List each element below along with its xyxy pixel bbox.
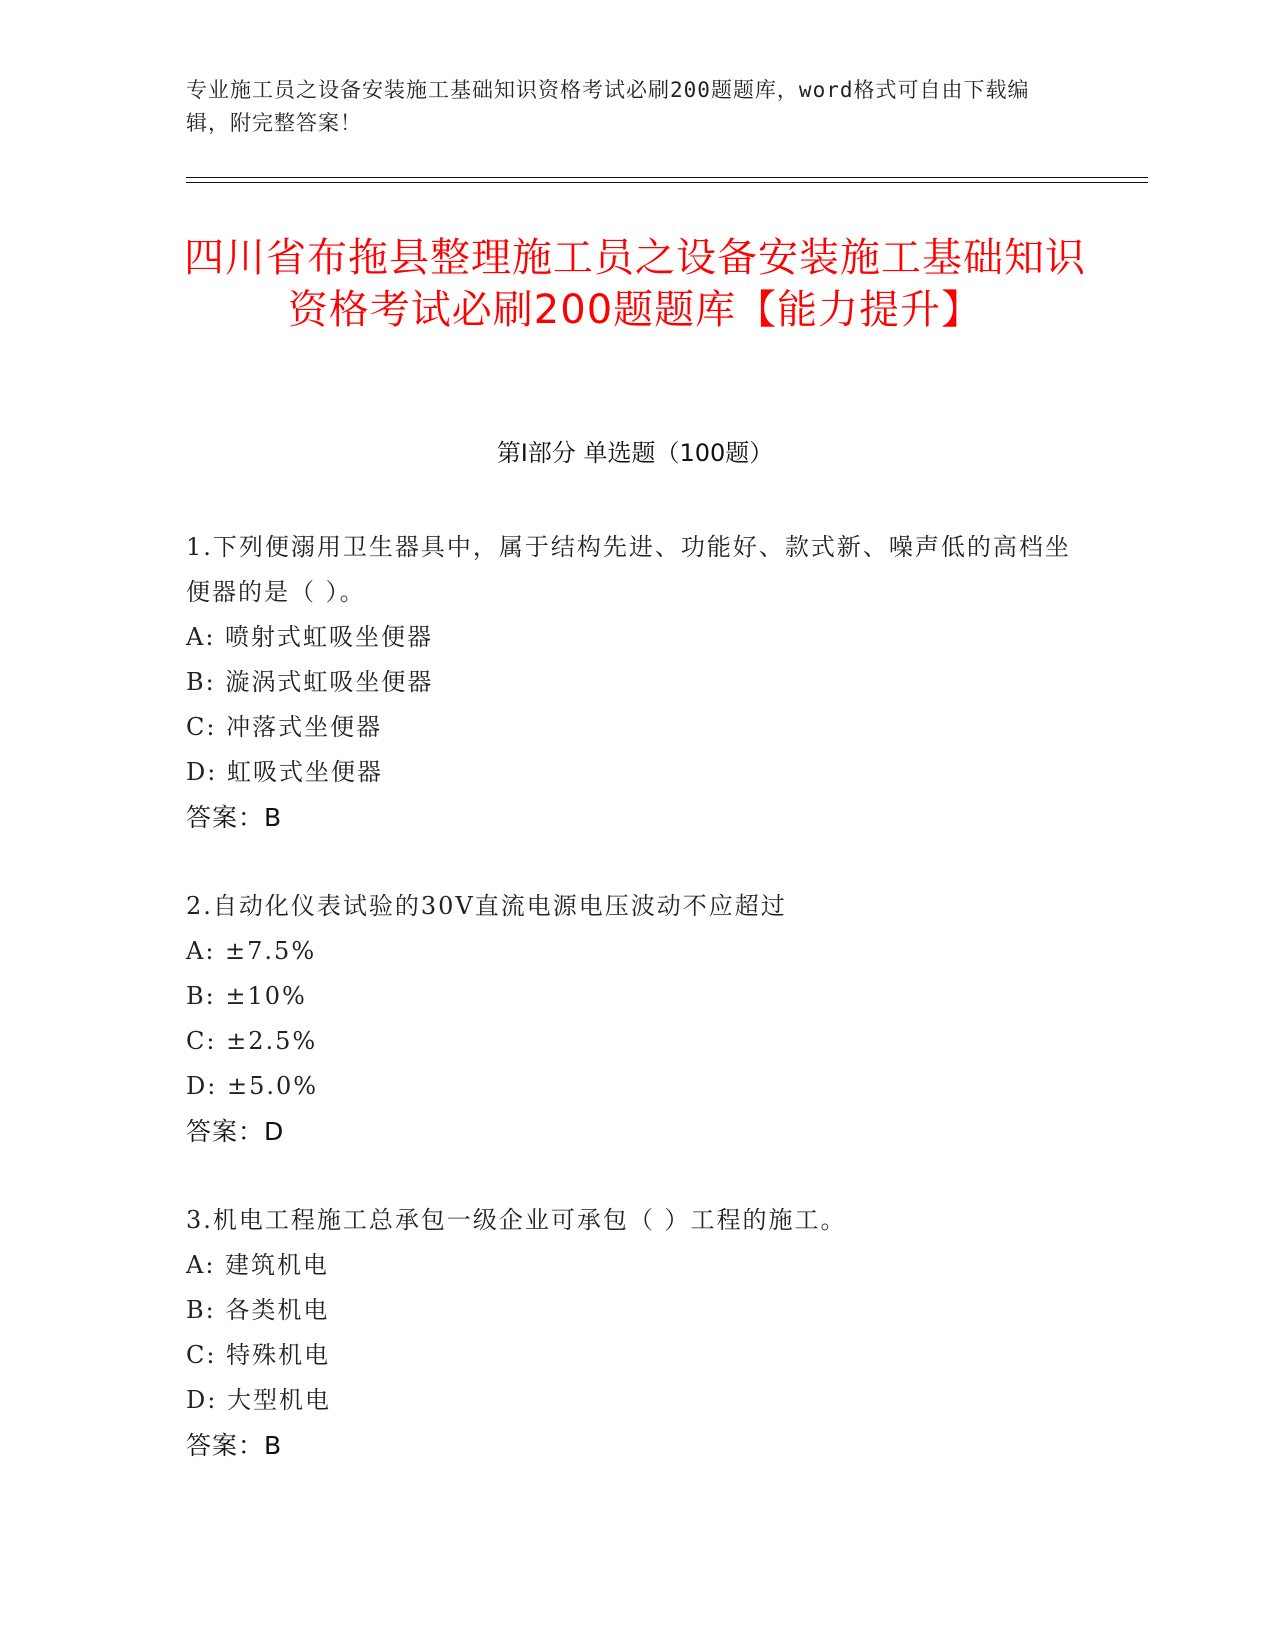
option-a: A: 建筑机电 [186, 1251, 330, 1279]
question-block [186, 525, 1086, 840]
header-divider-bottom [186, 182, 1148, 183]
answer: 答案：B [186, 803, 283, 832]
option-a: A: ±7.5% [186, 937, 317, 965]
option-b: B: ±10% [186, 982, 307, 1010]
option-b: B: 各类机电 [186, 1296, 330, 1324]
option-c: C: 冲落式坐便器 [186, 713, 383, 741]
question-block [186, 1198, 1086, 1468]
question-stem: 1.下列便溺用卫生器具中，属于结构先进、功能好、款式新、噪声低的高档坐便器的是（ ）。 [186, 533, 1071, 606]
option-d: D: 大型机电 [186, 1386, 331, 1414]
question-stem: 3.机电工程施工总承包一级企业可承包（ ）工程的施工。 [186, 1206, 847, 1234]
question-stem: 2.自动化仪表试验的30V直流电源电压波动不应超过 [186, 892, 787, 920]
question-block [186, 884, 1086, 1154]
header-note: 专业施工员之设备安装施工基础知识资格考试必刷200题题库，word格式可自由下载编辑，附完整答案！ [186, 78, 1030, 135]
answer: 答案：B [186, 1431, 283, 1460]
option-c: C: ±2.5% [186, 1027, 318, 1055]
option-d: D: 虹吸式坐便器 [186, 758, 383, 786]
section-title: 第I部分 单选题（100题） [496, 439, 774, 467]
option-d: D: ±5.0% [186, 1072, 319, 1100]
option-a: A: 喷射式虹吸坐便器 [186, 623, 434, 651]
option-b: B: 漩涡式虹吸坐便器 [186, 668, 434, 696]
document-title: 四川省布拖县整理施工员之设备安装施工基础知识资格考试必刷200题题库【能力提升】 [184, 235, 1086, 333]
header-divider-top [186, 177, 1148, 178]
option-c: C: 特殊机电 [186, 1341, 331, 1369]
answer: 答案：D [186, 1117, 285, 1146]
